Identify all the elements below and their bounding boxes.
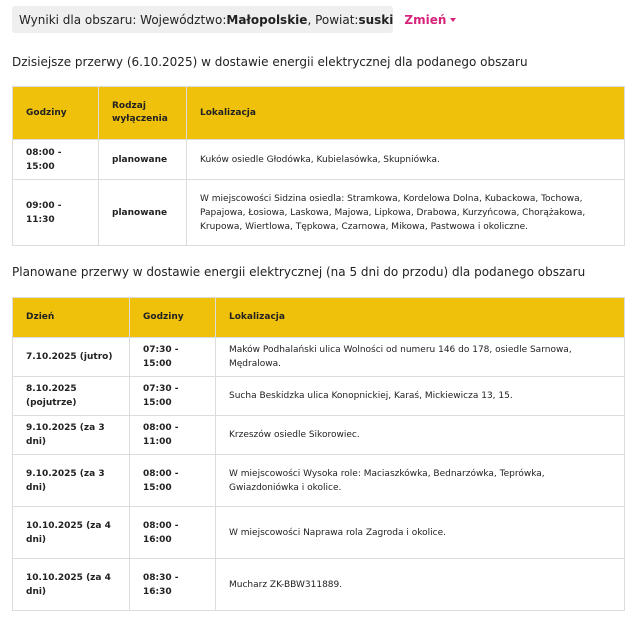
row-hours: 08:00 - 15:00 <box>13 140 99 180</box>
filter-prefix: Wyniki dla obszaru: Województwo: <box>19 12 227 27</box>
row-location: Mucharz ZK-BBW311889. <box>216 559 625 611</box>
row-hours: 08:00 - 16:00 <box>130 507 216 559</box>
row-day: 9.10.2025 (za 3 dni) <box>13 455 130 507</box>
filter-voivodeship: Małopolskie <box>226 12 308 27</box>
column-header-hours: Godziny <box>13 87 99 140</box>
table-row <box>13 140 625 180</box>
table-row <box>13 416 625 455</box>
planned-outages-heading: Planowane przerwy w dostawie energii elektrycznej (na 5 dni do przodu) dla podanego obszaru <box>12 265 586 279</box>
row-location: W miejscowości Sidzina osiedla: Stramkowa, Kordelowa Dolna, Kubackowa, Tochowa, Papajowa, Łosiowa, Laskowa, Majowa, Lipkowa, Drabowa, Kurzyńcowa, Chorążakowa, Krupowa, Wiertlowa, Tępkowa, Czarnowa, Mikowa, Pastwowa i okoliczne. <box>187 180 625 246</box>
area-filter-bar <box>12 6 447 33</box>
row-location: Sucha Beskidzka ulica Konopnickiej, Karaś, Mickiewicza 13, 15. <box>216 377 625 416</box>
row-day: 7.10.2025 (jutro) <box>13 338 130 377</box>
row-hours: 08:00 - 11:00 <box>130 416 216 455</box>
filter-county-prefix: , Powiat: <box>307 12 359 27</box>
table-row <box>13 377 625 416</box>
row-outage-type: planowane <box>99 180 187 246</box>
row-location: Krzeszów osiedle Sikorowiec. <box>216 416 625 455</box>
column-header-day: Dzień <box>13 298 130 338</box>
table-row <box>13 455 625 507</box>
change-area-label: Zmień <box>404 12 447 27</box>
row-location: W miejscowości Naprawa rola Zagroda i okolice. <box>216 507 625 559</box>
table-row <box>13 507 625 559</box>
planned-outages-table <box>12 297 625 611</box>
row-outage-type: planowane <box>99 140 187 180</box>
column-header-location: Lokalizacja <box>216 298 625 338</box>
change-area-button[interactable] <box>404 13 456 27</box>
row-hours: 08:30 - 16:30 <box>130 559 216 611</box>
column-header-hours: Godziny <box>130 298 216 338</box>
table-header-row <box>13 298 625 338</box>
column-header-location: Lokalizacja <box>187 87 625 140</box>
column-header-outage-type: Rodzaj wyłączenia <box>99 87 187 140</box>
table-row <box>13 180 625 246</box>
row-day: 8.10.2025 (pojutrze) <box>13 377 130 416</box>
table-row <box>13 338 625 377</box>
caret-down-icon <box>450 18 456 22</box>
today-outages-table <box>12 86 625 246</box>
row-location: Maków Podhalański ulica Wolności od numeru 146 do 178, osiedle Sarnowa, Mędralowa. <box>216 338 625 377</box>
table-header-row <box>13 87 625 140</box>
filter-county: suski <box>358 12 394 27</box>
row-hours: 08:00 - 15:00 <box>130 455 216 507</box>
row-hours: 07:30 - 15:00 <box>130 338 216 377</box>
row-day: 10.10.2025 (za 4 dni) <box>13 507 130 559</box>
table-row <box>13 559 625 611</box>
row-hours: 07:30 - 15:00 <box>130 377 216 416</box>
row-location: Kuków osiedle Głodówka, Kubielasówka, Skupniówka. <box>187 140 625 180</box>
row-day: 9.10.2025 (za 3 dni) <box>13 416 130 455</box>
row-location: W miejscowości Wysoka role: Maciaszkówka, Bednarzówka, Teprówka, Gwiazdoniówka i okolice. <box>216 455 625 507</box>
row-day: 10.10.2025 (za 4 dni) <box>13 559 130 611</box>
row-hours: 09:00 - 11:30 <box>13 180 99 246</box>
today-outages-heading: Dzisiejsze przerwy (6.10.2025) w dostawie energii elektrycznej dla podanego obszaru <box>12 55 528 69</box>
